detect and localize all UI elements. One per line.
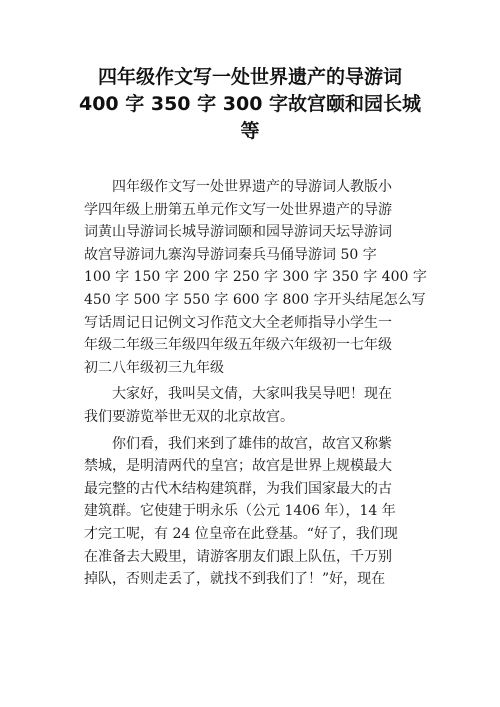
text-line: 100 字 150 字 200 字 250 字 300 字 350 字 400 字 (84, 269, 427, 286)
palace-paragraph (84, 433, 424, 591)
text-line: 450 字 500 字 550 字 600 字 800 字开头结尾怎么写 (84, 291, 426, 308)
text-line: 学四年级上册第五单元作文写一处世界遗产的导游 (84, 201, 392, 218)
text-line: 写话周记日记例文习作范文大全老师指导小学生一 (84, 314, 392, 331)
text-line: 初二八年级初三九年级 (84, 359, 224, 376)
text-line: 年级二年级三年级四年级五年级六年级初一七年级 (84, 337, 392, 354)
text-line: 四年级作文写一处世界遗产的导游词人教版小 (84, 179, 392, 195)
title-line: 四年级作文写一处世界遗产的导游词 (97, 66, 402, 88)
greeting-paragraph (84, 383, 424, 428)
text-line: 在准备去大殿里，请游客朋友们跟上队伍，千万别 (84, 548, 392, 565)
text-line: 你们看，我们来到了雄伟的故宫，故宫又称紫 (84, 435, 392, 452)
text-line: 掉队，否则走丢了，就找不到我们了！”好，现在 (84, 571, 386, 588)
title-line: 等 (240, 120, 260, 142)
text-line: 大家好，我叫吴文倩，大家叫我吴导吧！现在 (84, 386, 392, 403)
intro-paragraph (84, 176, 427, 379)
text-line: 我们要游览举世无双的北京故宫。 (84, 408, 294, 425)
text-line: 禁城，是明清两代的皇宫；故宫是世界上规模最大 (84, 458, 392, 475)
text-line: 词黄山导游词长城导游词颐和园导游词天坛导游词 (84, 224, 392, 241)
text-line: 建筑群。它使建于明永乐（公元 1406 年），14 年 (84, 503, 396, 520)
text-line: 最完整的古代木结构建筑群，为我们国家最大的古 (84, 480, 392, 497)
text-line: 才完工呢，有 24 位皇帝在此登基。“好了，我们现 (84, 525, 398, 542)
document-title (60, 64, 440, 145)
document-body (84, 176, 427, 591)
title-line: 400 字 350 字 300 字故宫颐和园长城 (78, 93, 422, 115)
text-line: 故宫导游词九寨沟导游词秦兵马俑导游词 50 字 (84, 246, 377, 263)
